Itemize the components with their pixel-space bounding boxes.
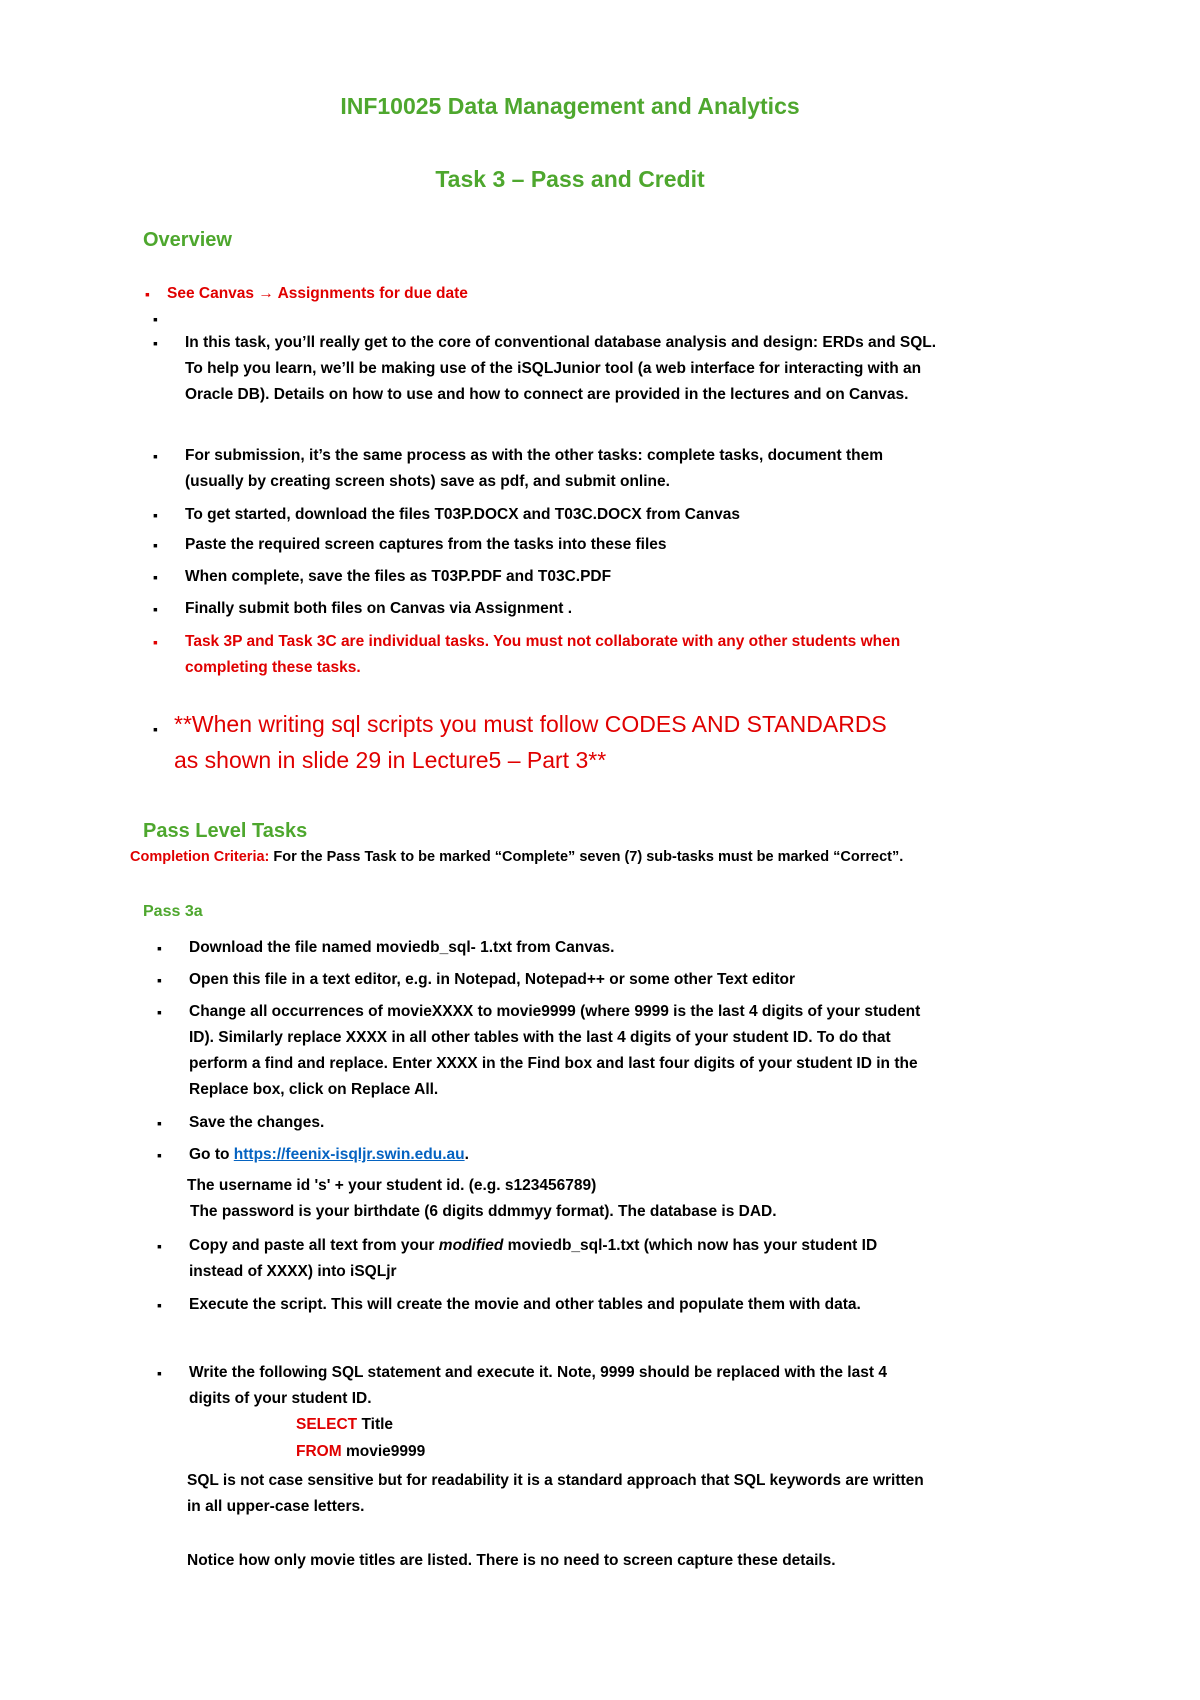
sql-select-line [296, 1416, 393, 1434]
course-title: INF10025 Data Management and Analytics [340, 93, 800, 119]
overview-intro-line2: To help you learn, we’ll be making use of the iSQLJunior tool (a web interface for interacting with an [185, 360, 922, 377]
overview-submission-line1: For submission, it’s the same process as with the other tasks: complete tasks, document them [185, 447, 883, 464]
bullet-icon: ▪ [157, 1297, 162, 1313]
sql-select-value: Title [357, 1416, 394, 1433]
bullet-icon: ▪ [153, 335, 158, 351]
step-replace-line3: perform a find and replace. Enter XXXX in the Find box and last four digits of your student ID in the [189, 1055, 918, 1072]
step-sql-line1: Write the following SQL statement and execute it. Note, 9999 should be replaced with the last 4 [189, 1364, 887, 1381]
bullet-icon: ▪ [153, 721, 158, 737]
bullet-icon: ▪ [157, 1365, 162, 1381]
step-execute: Execute the script. This will create the movie and other tables and populate them with data. [189, 1296, 861, 1313]
overview-due-date: See Canvas → Assignments for due date [167, 285, 468, 302]
overview-individual-line1: Task 3P and Task 3C are individual tasks. You must not collaborate with any other students when [185, 633, 901, 650]
step-download: Download the file named moviedb_sql- 1.txt from Canvas. [189, 939, 615, 956]
step-username: The username id 's' + your student id. (e.g. s123456789) [187, 1177, 597, 1194]
note-case-line1: SQL is not case sensitive but for readability it is a standard approach that SQL keywords are written [187, 1472, 924, 1489]
sql-from-value: movie9999 [341, 1443, 426, 1460]
go-to-prefix: Go to [189, 1146, 234, 1163]
step-copy-paste-line2: instead of XXXX) into iSQLjr [189, 1263, 397, 1280]
bullet-icon: ▪ [157, 1238, 162, 1254]
pass-3a-heading: Pass 3a [143, 903, 203, 920]
step-password: The password is your birthdate (6 digits ddmmyy format). The database is DAD. [190, 1203, 777, 1220]
overview-submission-line2: (usually by creating screen shots) save as pdf, and submit online. [185, 473, 670, 490]
overview-intro-line1: In this task, you’ll really get to the core of conventional database analysis and design: ERDs and SQL. [185, 334, 937, 351]
bullet-icon: ▪ [153, 311, 158, 327]
criteria-text: For the Pass Task to be marked “Complete” seven (7) sub-tasks must be marked “Correct”. [269, 849, 904, 865]
step-go-to [189, 1142, 469, 1168]
bullet-icon: ▪ [153, 448, 158, 464]
overview-intro-line3: Oracle DB). Details on how to use and how to connect are provided in the lectures and on Canvas. [185, 386, 909, 403]
standards-note-line1: **When writing sql scripts you must follow CODES AND STANDARDS [174, 711, 887, 737]
step-replace-line1: Change all occurrences of movieXXXX to movie9999 (where 9999 is the last 4 digits of your student [189, 1003, 921, 1020]
overview-individual-line2: completing these tasks. [185, 659, 361, 676]
step-open-file: Open this file in a text editor, e.g. in Notepad, Notepad++ or some other Text editor [189, 971, 796, 988]
note-titles: Notice how only movie titles are listed. There is no need to screen capture these details. [187, 1552, 836, 1569]
bullet-icon: ▪ [157, 1147, 162, 1163]
pass-level-heading: Pass Level Tasks [143, 820, 308, 842]
overview-submit: Finally submit both files on Canvas via Assignment . [185, 600, 573, 617]
copy-text-em: modified [438, 1237, 504, 1254]
bullet-icon: ▪ [157, 940, 162, 956]
sql-keyword-select: SELECT [296, 1416, 358, 1433]
bullet-icon: ▪ [157, 1115, 162, 1131]
bullet-icon: ▪ [153, 507, 158, 523]
step-sql-line2: digits of your student ID. [189, 1390, 372, 1407]
bullet-icon: ▪ [153, 569, 158, 585]
sql-from-line [296, 1443, 425, 1461]
go-to-suffix: . [464, 1146, 469, 1163]
copy-text-a: Copy and paste all text from your [189, 1237, 439, 1254]
step-save: Save the changes. [189, 1114, 325, 1131]
step-copy-paste-line1 [189, 1233, 877, 1259]
bullet-icon: ▪ [145, 286, 150, 302]
bullet-icon: ▪ [157, 1004, 162, 1020]
copy-text-b: moviedb_sql-1.txt (which now has your student ID [503, 1237, 878, 1254]
task-title: Task 3 – Pass and Credit [435, 166, 705, 192]
isqljr-link[interactable]: https://feenix-isqljr.swin.edu.au [233, 1146, 465, 1163]
step-replace-line4: Replace box, click on Replace All. [189, 1081, 439, 1098]
step-replace-line2: ID). Similarly replace XXXX in all other tables with the last 4 digits of your student ID. To do that [189, 1029, 891, 1046]
sql-keyword-from: FROM [296, 1443, 342, 1460]
criteria-label: Completion Criteria: [130, 849, 270, 865]
standards-note-line2: as shown in slide 29 in Lecture5 – Part 3** [174, 747, 607, 773]
overview-save: When complete, save the files as T03P.PDF and T03C.PDF [185, 568, 612, 585]
bullet-icon: ▪ [153, 634, 158, 650]
completion-criteria [130, 849, 903, 865]
bullet-icon: ▪ [153, 537, 158, 553]
overview-heading: Overview [143, 229, 232, 251]
bullet-icon: ▪ [157, 972, 162, 988]
bullet-icon: ▪ [153, 601, 158, 617]
overview-paste: Paste the required screen captures from the tasks into these files [185, 536, 667, 553]
note-case-line2: in all upper-case letters. [187, 1498, 365, 1515]
overview-download: To get started, download the files T03P.DOCX and T03C.DOCX from Canvas [185, 506, 740, 523]
